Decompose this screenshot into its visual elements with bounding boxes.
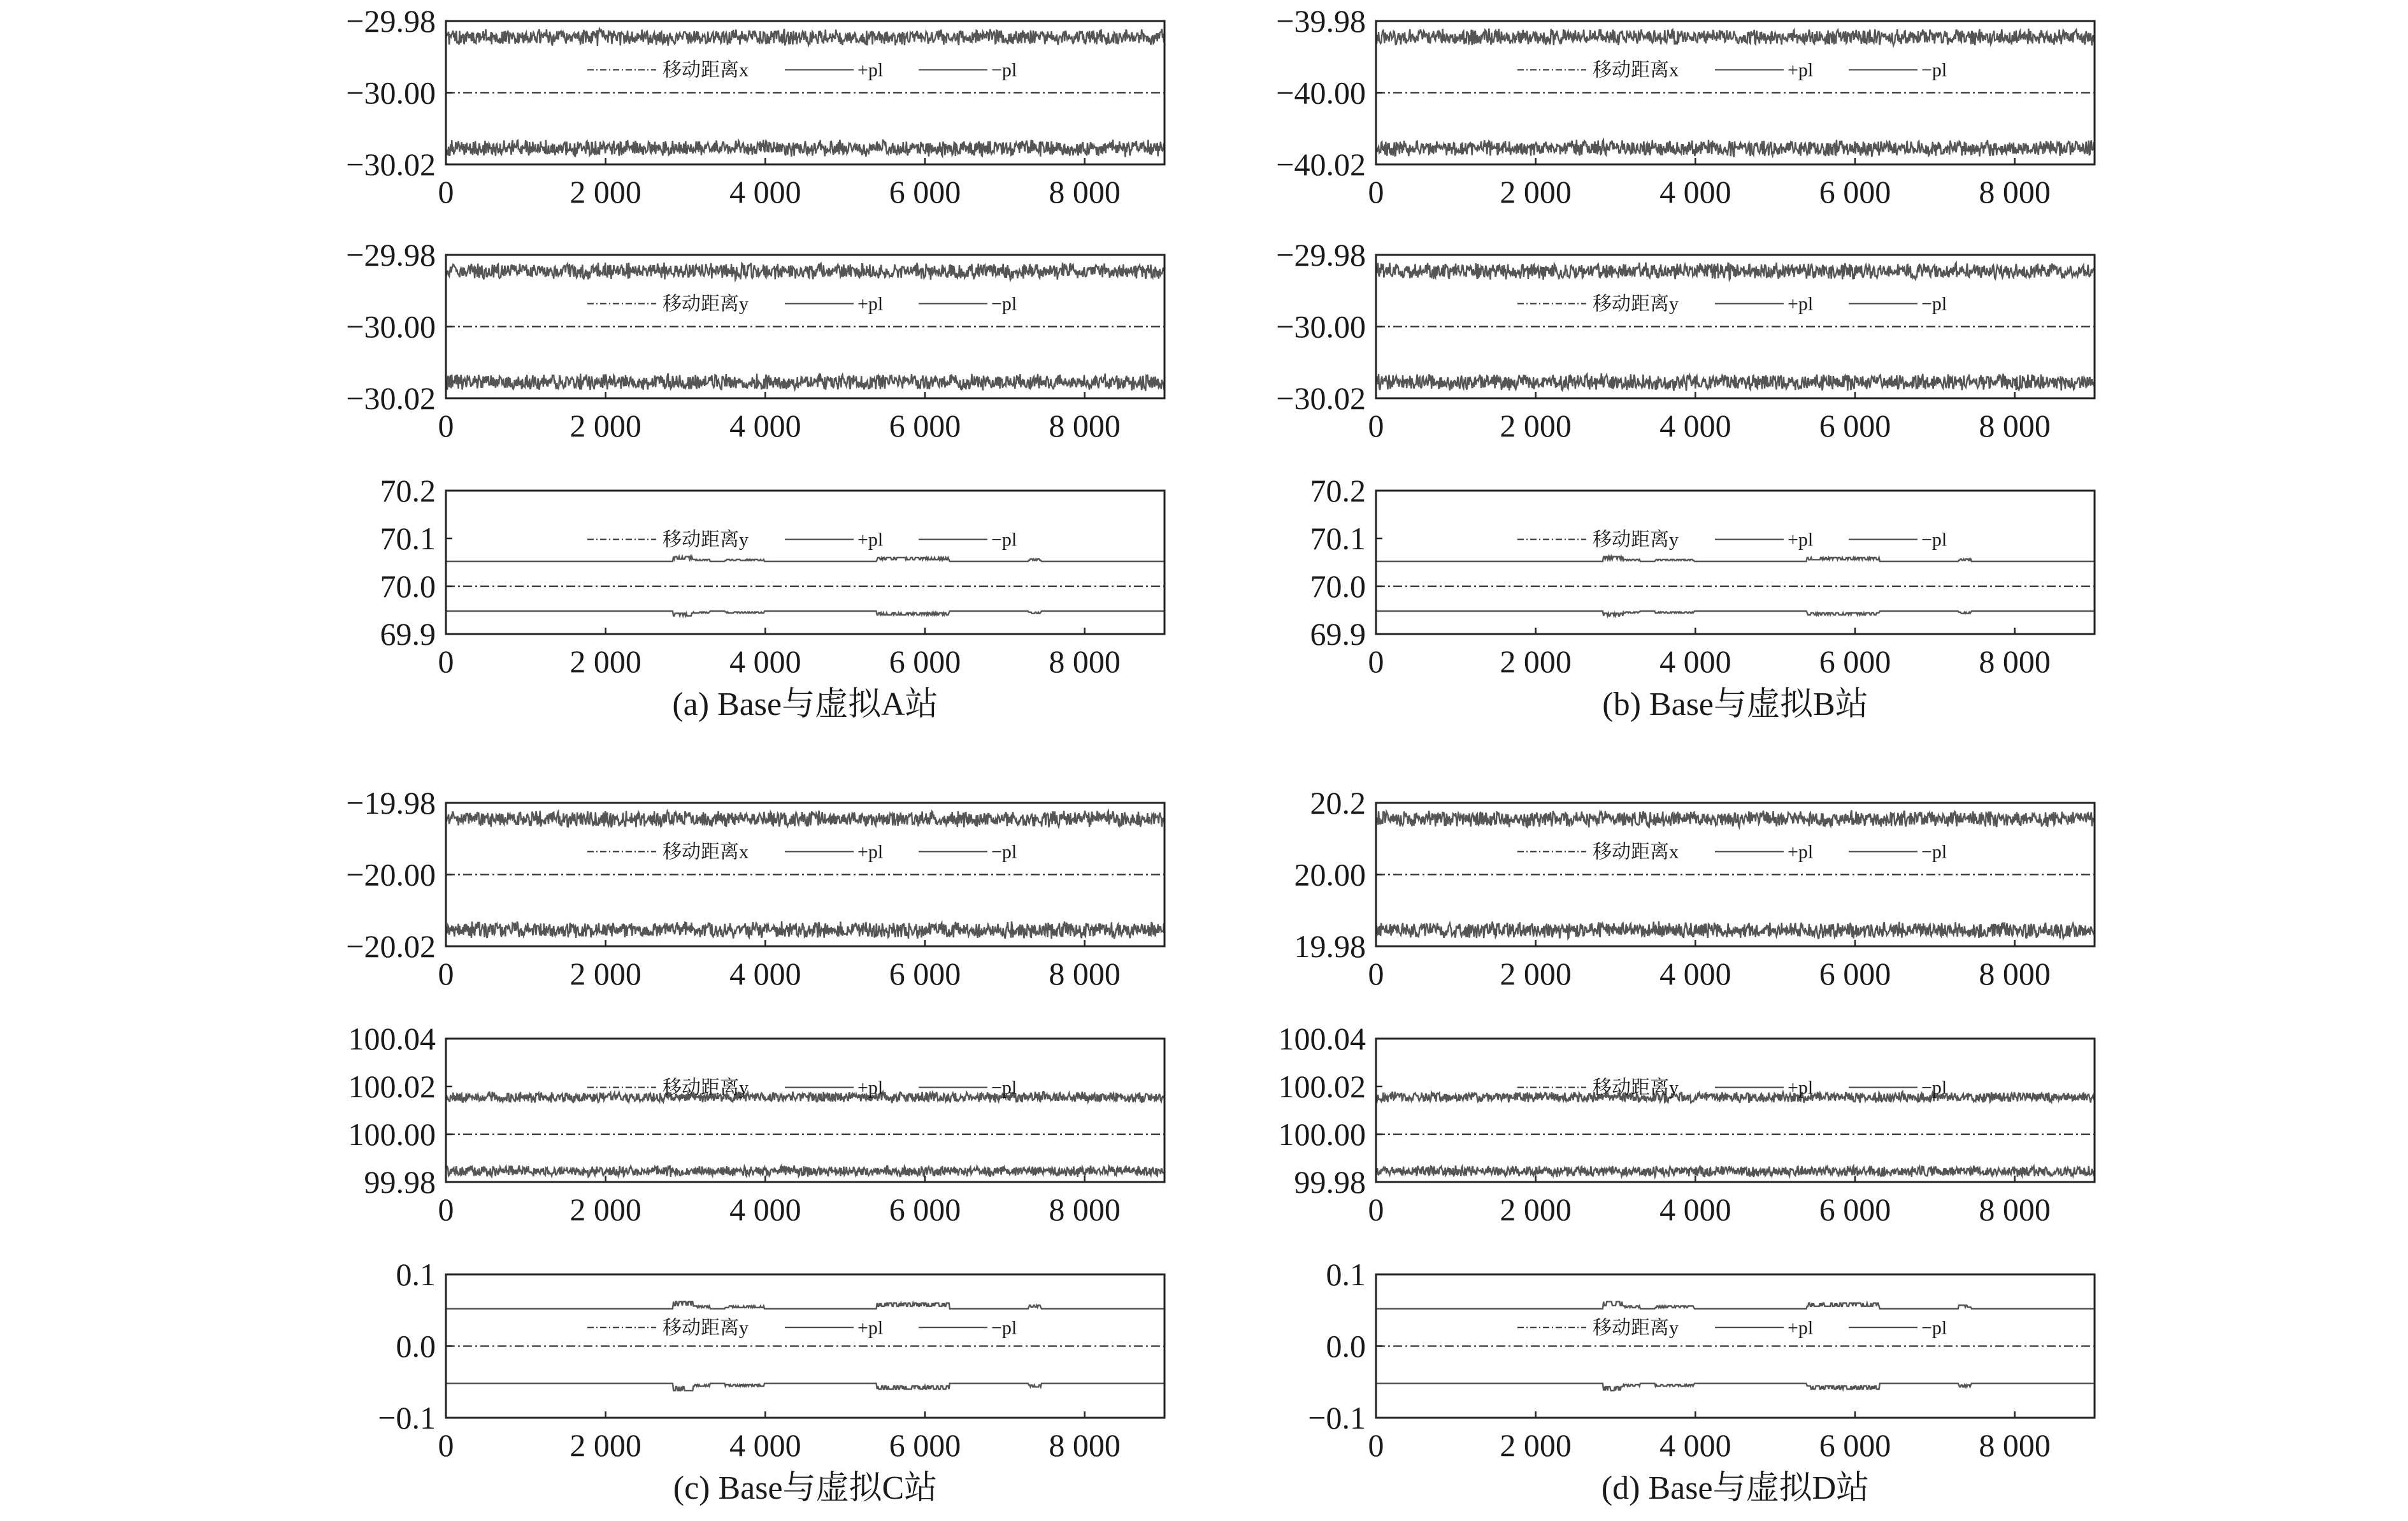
x-tick-label: 8 000: [1979, 644, 2051, 679]
x-tick-label: 4 000: [1659, 956, 1731, 991]
legend-label-minus-pl: −pl: [991, 59, 1017, 81]
y-tick-label: −30.02: [346, 147, 436, 182]
x-tick-label: 4 000: [729, 408, 801, 443]
y-tick-label: 69.9: [380, 616, 436, 652]
legend-label-minus-pl: −pl: [1921, 1077, 1947, 1099]
chart-panel-b-2: [1276, 237, 2095, 443]
legend-label-plus-pl: +pl: [857, 1077, 884, 1099]
x-tick-label: 4 000: [1659, 1192, 1731, 1227]
legend: [587, 842, 1017, 863]
x-tick-label: 0: [438, 1192, 454, 1227]
legend-label-midline: 移动距离x: [1593, 59, 1679, 81]
series-line-minus-pl: [446, 1383, 1165, 1390]
legend-label-midline: 移动距离y: [663, 1317, 749, 1339]
x-tick-label: 2 000: [570, 644, 641, 679]
x-tick-label: 8 000: [1049, 174, 1121, 210]
x-tick-label: 0: [1368, 956, 1384, 991]
y-tick-label: −30.02: [1276, 380, 1366, 416]
x-tick-label: 0: [438, 956, 454, 991]
y-tick-label: 20.00: [1294, 856, 1366, 893]
legend-label-minus-pl: −pl: [1921, 59, 1947, 81]
x-tick-label: 6 000: [1819, 644, 1891, 679]
y-tick-label: 100.00: [1278, 1116, 1366, 1152]
legend-label-midline: 移动距离x: [663, 59, 749, 81]
x-tick-label: 4 000: [1659, 408, 1731, 443]
caption-a: (a) Base与虚拟A站: [672, 686, 938, 723]
caption-c: (c) Base与虚拟C站: [673, 1470, 938, 1506]
series-line-plus-pl: [1376, 263, 2095, 280]
y-tick-label: 100.00: [348, 1116, 436, 1152]
x-tick-label: 8 000: [1049, 408, 1121, 443]
y-tick-label: −0.1: [378, 1400, 436, 1436]
legend-label-plus-pl: +pl: [1788, 59, 1814, 81]
y-tick-label: 19.98: [1294, 928, 1366, 964]
legend-label-midline: 移动距离y: [663, 529, 749, 551]
x-tick-label: 2 000: [1500, 408, 1572, 443]
series-line-plus-pl: [1376, 29, 2095, 46]
series-line-minus-pl: [446, 373, 1165, 391]
y-tick-label: −30.00: [346, 308, 436, 345]
y-tick-label: 100.04: [1278, 1021, 1366, 1056]
x-tick-label: 6 000: [889, 1192, 961, 1227]
legend-label-midline: 移动距离x: [1593, 841, 1679, 863]
x-tick-label: 0: [1368, 174, 1384, 210]
x-tick-label: 4 000: [729, 1427, 801, 1463]
y-tick-label: −40.00: [1276, 75, 1366, 111]
legend-label-midline: 移动距离y: [1593, 529, 1679, 551]
x-tick-label: 8 000: [1979, 174, 2051, 210]
y-tick-label: −20.00: [346, 856, 436, 893]
y-tick-label: 69.9: [1310, 616, 1366, 652]
x-tick-label: 2 000: [570, 174, 641, 210]
y-tick-label: 0.1: [396, 1257, 436, 1292]
legend-label-midline: 移动距离y: [1593, 293, 1679, 315]
x-tick-label: 6 000: [889, 644, 961, 679]
legend-label-plus-pl: +pl: [857, 1317, 884, 1339]
chart-panel-d-1: [1294, 785, 2095, 991]
series-line-minus-pl: [1376, 373, 2095, 391]
y-tick-label: 20.2: [1310, 785, 1366, 821]
y-tick-label: 0.0: [1326, 1328, 1366, 1364]
x-tick-label: 6 000: [889, 408, 961, 443]
x-tick-label: 8 000: [1979, 956, 2051, 991]
legend-label-midline: 移动距离x: [663, 841, 749, 863]
legend-label-plus-pl: +pl: [1788, 529, 1814, 551]
chart-panel-a-1: [346, 3, 1165, 210]
x-tick-label: 6 000: [1819, 1192, 1891, 1227]
y-tick-label: 70.0: [380, 568, 436, 604]
series-line-plus-pl: [446, 557, 1165, 562]
plot-frame: [1376, 1039, 2095, 1182]
x-tick-label: 0: [438, 644, 454, 679]
x-tick-label: 8 000: [1979, 1192, 2051, 1227]
x-tick-label: 2 000: [570, 1427, 641, 1463]
legend-label-midline: 移动距离y: [1593, 1077, 1679, 1099]
chart-panel-b-1: [1276, 3, 2095, 210]
legend: [1517, 530, 1947, 551]
y-tick-label: −40.02: [1276, 147, 1366, 182]
x-tick-label: 8 000: [1049, 644, 1121, 679]
plot-frame: [446, 1039, 1165, 1182]
x-tick-label: 2 000: [1500, 174, 1572, 210]
chart-panel-a-2: [346, 237, 1165, 443]
plot-frame: [446, 491, 1165, 634]
y-tick-label: −29.98: [346, 3, 436, 39]
x-tick-label: 2 000: [1500, 1192, 1572, 1227]
x-tick-label: 2 000: [570, 1192, 641, 1227]
legend-label-plus-pl: +pl: [857, 293, 884, 315]
legend-label-plus-pl: +pl: [1788, 293, 1814, 315]
x-tick-label: 4 000: [729, 644, 801, 679]
series-line-minus-pl: [446, 1165, 1165, 1177]
x-tick-label: 0: [1368, 1192, 1384, 1227]
y-tick-label: 0.0: [396, 1328, 436, 1364]
y-tick-label: −20.02: [346, 928, 436, 964]
x-tick-label: 2 000: [570, 408, 641, 443]
series-line-minus-pl: [1376, 1383, 2095, 1390]
x-tick-label: 4 000: [729, 1192, 801, 1227]
y-tick-label: −30.02: [346, 380, 436, 416]
x-tick-label: 6 000: [1819, 174, 1891, 210]
series-line-minus-pl: [1376, 921, 2095, 939]
x-tick-label: 6 000: [889, 174, 961, 210]
legend: [587, 294, 1017, 315]
y-tick-label: −29.98: [1276, 237, 1366, 273]
x-tick-label: 4 000: [729, 174, 801, 210]
legend-label-minus-pl: −pl: [991, 293, 1017, 315]
x-tick-label: 6 000: [889, 1427, 961, 1463]
legend-label-plus-pl: +pl: [1788, 841, 1814, 863]
chart-panel-a-3: [380, 473, 1165, 679]
x-tick-label: 2 000: [570, 956, 641, 991]
y-tick-label: −29.98: [346, 237, 436, 273]
y-tick-label: 70.1: [380, 521, 436, 556]
x-tick-label: 0: [438, 174, 454, 210]
x-tick-label: 8 000: [1049, 1192, 1121, 1227]
y-tick-label: −39.98: [1276, 3, 1366, 39]
legend-label-plus-pl: +pl: [857, 529, 884, 551]
x-tick-label: 0: [1368, 1427, 1384, 1463]
chart-panel-c-2: [348, 1021, 1165, 1227]
x-tick-label: 4 000: [729, 956, 801, 991]
y-tick-label: −30.00: [346, 75, 436, 111]
y-tick-label: 100.02: [348, 1069, 436, 1104]
series-line-plus-pl: [446, 1092, 1165, 1103]
y-tick-label: 0.1: [1326, 1257, 1366, 1292]
x-tick-label: 2 000: [1500, 956, 1572, 991]
series-line-plus-pl: [446, 811, 1165, 827]
legend: [1517, 60, 1947, 81]
legend-label-minus-pl: −pl: [1921, 1317, 1947, 1339]
x-tick-label: 0: [438, 1427, 454, 1463]
series-line-minus-pl: [446, 921, 1165, 939]
legend-label-plus-pl: +pl: [857, 841, 884, 863]
legend-label-minus-pl: −pl: [1921, 293, 1947, 315]
y-tick-label: −0.1: [1308, 1400, 1366, 1436]
x-tick-label: 4 000: [1659, 174, 1731, 210]
series-line-minus-pl: [446, 611, 1165, 616]
legend: [1517, 842, 1947, 863]
legend-label-midline: 移动距离y: [1593, 1317, 1679, 1339]
x-tick-label: 4 000: [1659, 1427, 1731, 1463]
series-line-minus-pl: [1376, 1165, 2095, 1177]
x-tick-label: 8 000: [1049, 956, 1121, 991]
y-tick-label: −30.00: [1276, 308, 1366, 345]
caption-b: (b) Base与虚拟B站: [1602, 686, 1868, 723]
x-tick-label: 2 000: [1500, 1427, 1572, 1463]
caption-d: (d) Base与虚拟D站: [1601, 1470, 1870, 1506]
x-tick-label: 0: [1368, 644, 1384, 679]
x-tick-label: 6 000: [1819, 956, 1891, 991]
legend-label-midline: 移动距离y: [663, 1077, 749, 1099]
x-tick-label: 8 000: [1049, 1427, 1121, 1463]
series-line-plus-pl: [1376, 557, 2095, 562]
x-tick-label: 4 000: [1659, 644, 1731, 679]
series-line-minus-pl: [1376, 140, 2095, 157]
x-tick-label: 8 000: [1979, 1427, 2051, 1463]
series-line-plus-pl: [1376, 1092, 2095, 1103]
y-tick-label: 70.2: [380, 473, 436, 508]
y-tick-label: 100.04: [348, 1021, 436, 1056]
chart-panel-d-2: [1279, 1021, 2095, 1227]
series-line-plus-pl: [446, 263, 1165, 280]
legend-label-plus-pl: +pl: [857, 59, 884, 81]
y-tick-label: 99.98: [364, 1164, 436, 1200]
chart-panel-c-1: [346, 785, 1165, 991]
series-line-minus-pl: [1376, 611, 2095, 616]
chart-panel-b-3: [1310, 473, 2095, 679]
x-tick-label: 0: [1368, 408, 1384, 443]
y-tick-label: 99.98: [1294, 1164, 1366, 1200]
x-tick-label: 6 000: [1819, 408, 1891, 443]
legend-label-minus-pl: −pl: [991, 841, 1017, 863]
series-line-plus-pl: [446, 29, 1165, 46]
legend: [1517, 1317, 1947, 1338]
plot-frame: [1376, 491, 2095, 634]
series-line-minus-pl: [446, 140, 1165, 157]
series-line-plus-pl: [1376, 811, 2095, 828]
x-tick-label: 2 000: [1500, 644, 1572, 679]
legend-label-midline: 移动距离y: [663, 293, 749, 315]
y-tick-label: 70.1: [1310, 521, 1366, 556]
legend-label-plus-pl: +pl: [1788, 1317, 1814, 1339]
legend-label-minus-pl: −pl: [991, 1317, 1017, 1339]
y-tick-label: 100.02: [1278, 1069, 1366, 1104]
legend: [587, 1317, 1017, 1338]
chart-panel-d-3: [1308, 1257, 2095, 1463]
x-tick-label: 6 000: [1819, 1427, 1891, 1463]
y-tick-label: 70.2: [1310, 473, 1366, 508]
y-tick-label: 70.0: [1310, 568, 1366, 604]
x-tick-label: 8 000: [1979, 408, 2051, 443]
chart-panel-c-3: [378, 1257, 1165, 1463]
legend-label-minus-pl: −pl: [1921, 529, 1947, 551]
legend: [587, 60, 1017, 81]
x-tick-label: 0: [438, 408, 454, 443]
legend-label-minus-pl: −pl: [991, 529, 1017, 551]
series-line-plus-pl: [446, 1302, 1165, 1309]
legend: [587, 530, 1017, 551]
y-tick-label: −19.98: [346, 785, 436, 821]
series-line-plus-pl: [1376, 1302, 2095, 1309]
legend: [1517, 294, 1947, 315]
x-tick-label: 6 000: [889, 956, 961, 991]
legend-label-minus-pl: −pl: [991, 1077, 1017, 1099]
legend-label-minus-pl: −pl: [1921, 841, 1947, 863]
legend-label-plus-pl: +pl: [1788, 1077, 1814, 1099]
